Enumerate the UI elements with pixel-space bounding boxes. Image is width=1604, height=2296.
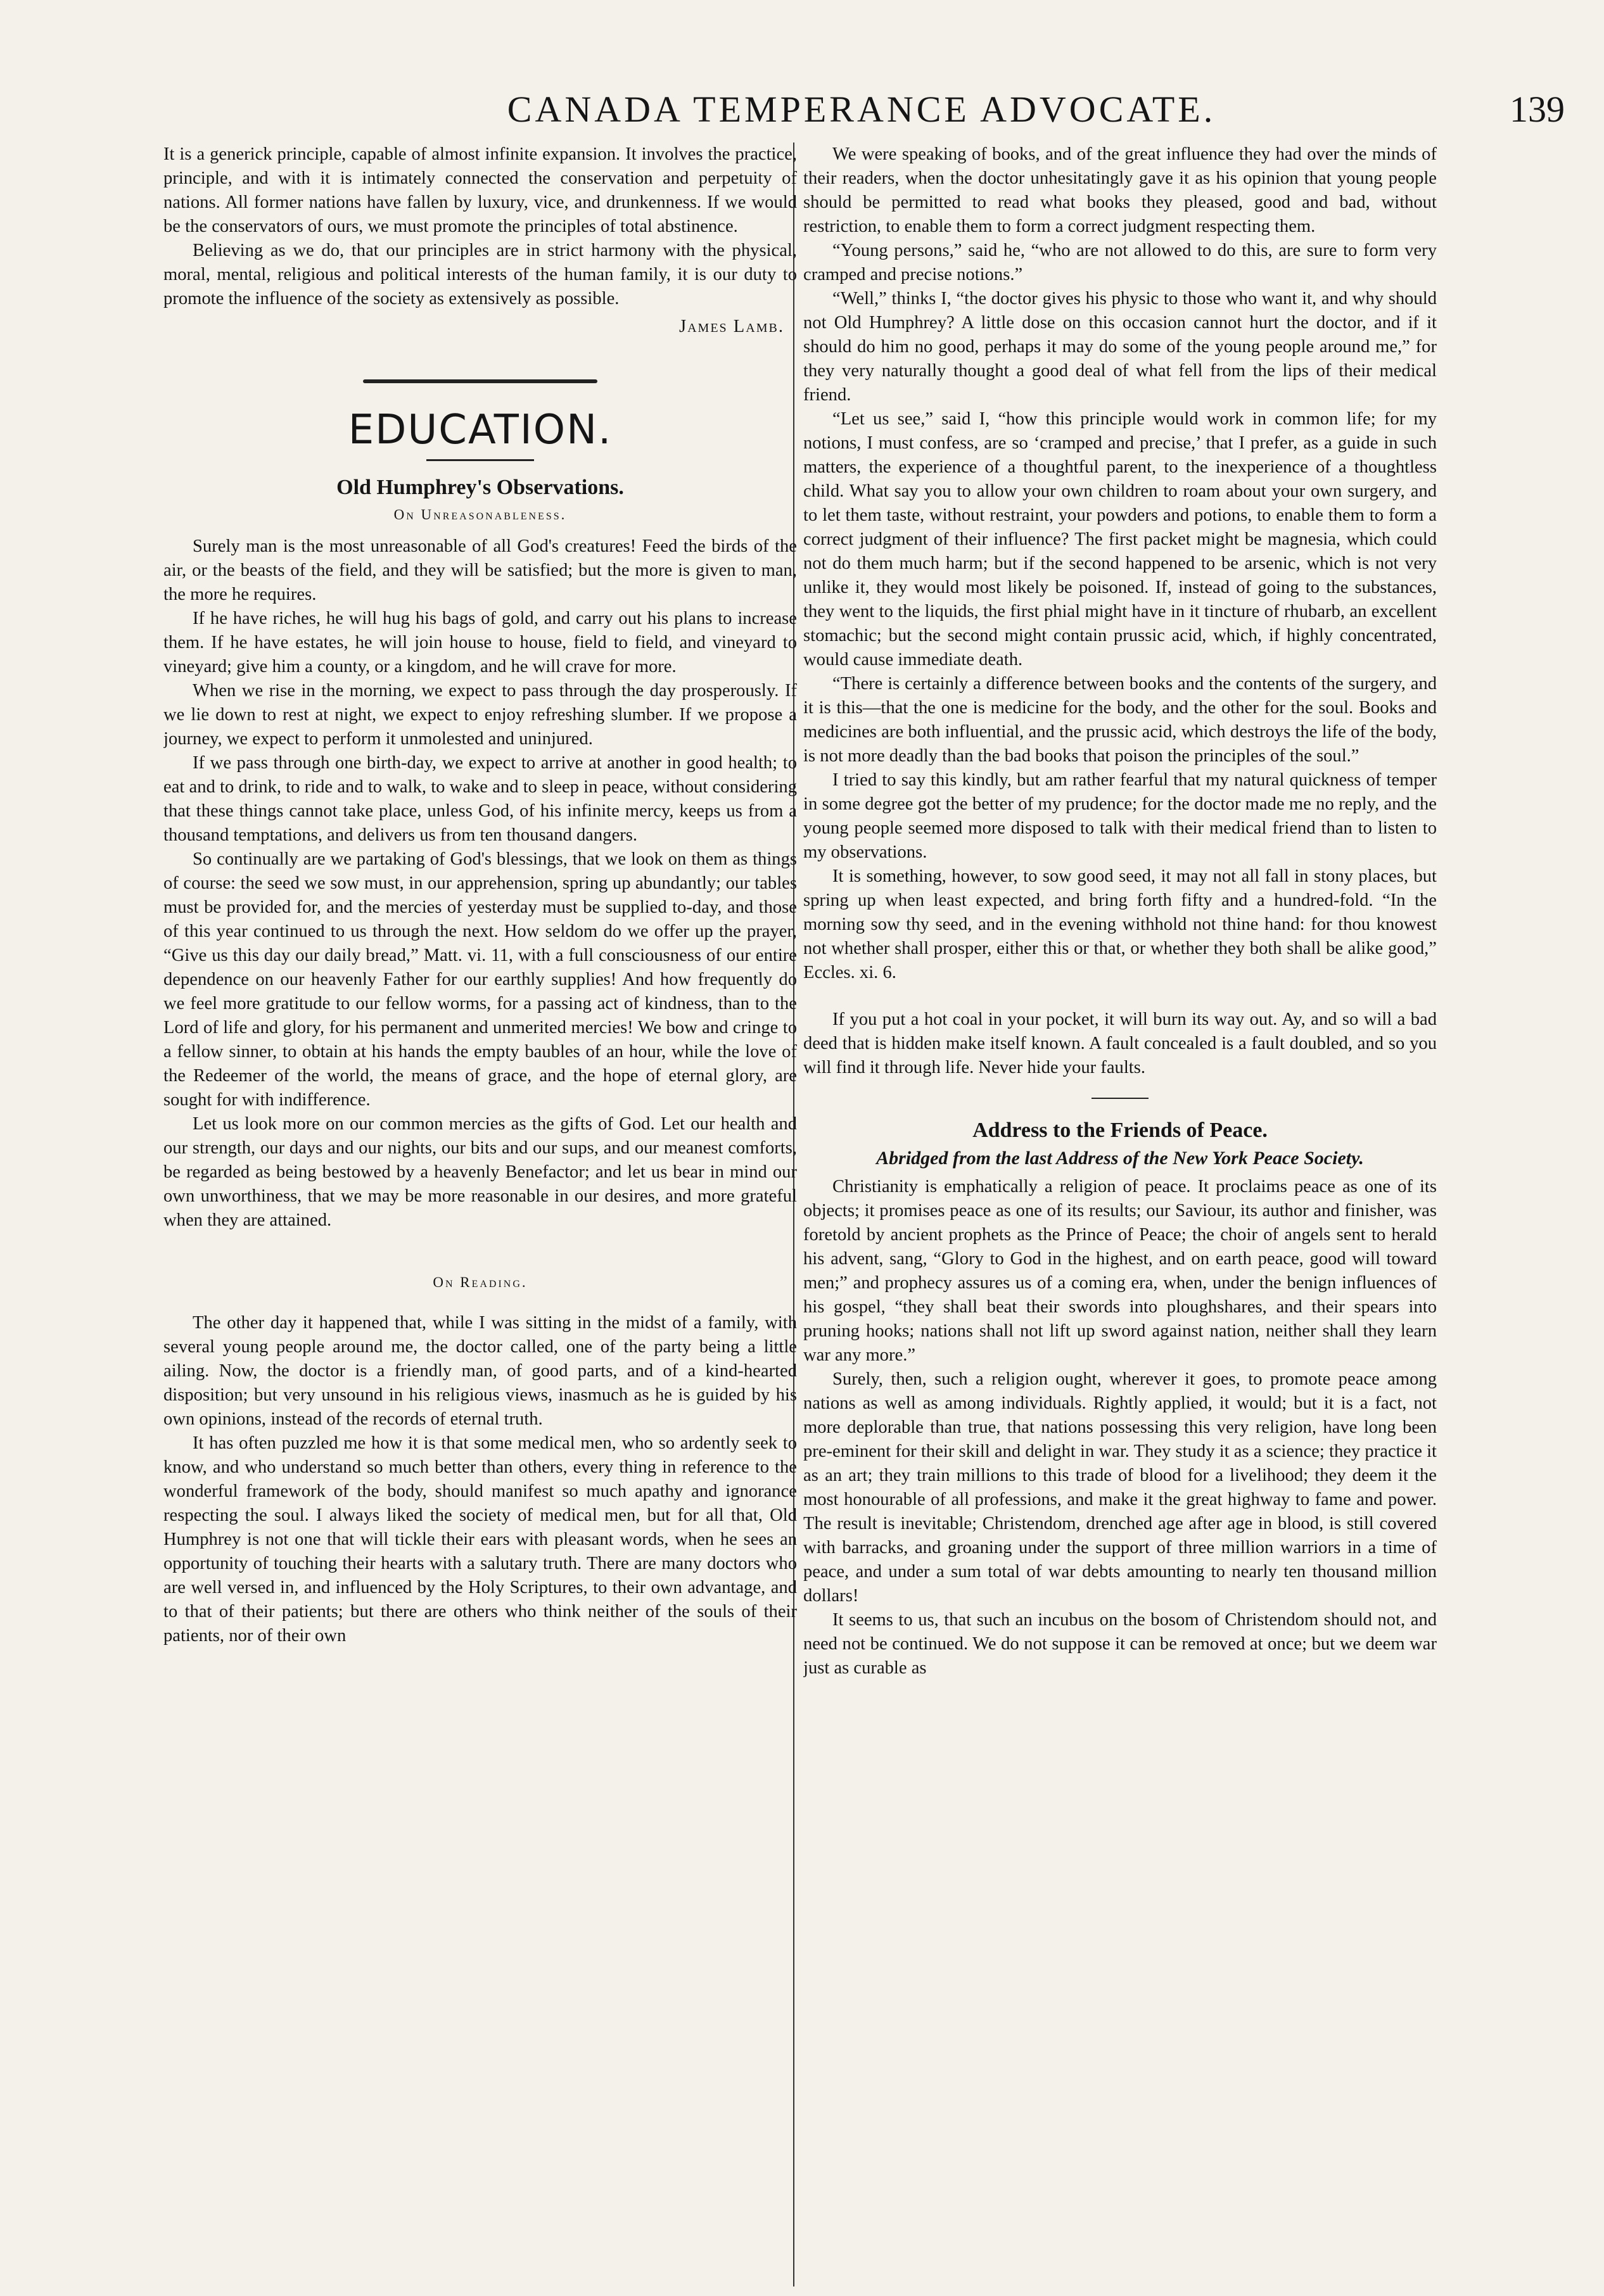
paragraph: “Well,” thinks I, “the doctor gives his physic to those who want it, and why should not Old Humphrey? A little dose on this occasion cannot hurt the doctor, and if it should do him no good, perhaps it may do some of the young people around me,” for they very naturally thought a good deal of what fell from the lips of their medical friend. xyxy=(803,289,1437,405)
paragraph: It is something, however, to sow good seed, it may not all fall in stony places, but spring up when least expected, and bring forth fifty and a hundred-fold. “In the morning sow thy seed, and in the evening withhold not thine hand: for thou knowest not whether shall prosper, either this or that, or whether they both shall be alike good,” Eccles. xi. 6. xyxy=(803,866,1437,982)
section-divider xyxy=(363,379,597,383)
hot-coal-paragraph: If you put a hot coal in your pocket, it will burn its way out. Ay, and so will a bad deed that is hidden make itself known. A fault concealed is a fault doubled, and so you will find it through life. Never hide your faults. xyxy=(803,1010,1437,1077)
paragraph: It has often puzzled me how it is that some medical men, who so ardently seek to know, and who understand so much better than others, every thing in reference to the wonderful framework of the body, should manifest so much apathy and ignorance respecting the soul. I always liked the society of medical men, but for all that, Old Humphrey is not one that will tickle their ears with pleasant words, when he sees an opportunity of touching their hearts with a salutary truth. There are many doctors who are well versed in, and influenced by the Holy Scriptures, to their own advantage, and to that of their patients; but there are others who think neither of the souls of their patients, nor of their own xyxy=(163,1433,797,1646)
paragraph: I tried to say this kindly, but am rather fearful that my natural quickness of temper in some degree got the better of my prudence; for the doctor made me no reply, and the young people seemed more disposed to talk with their medical friend than to listen to my observations. xyxy=(803,770,1437,862)
paragraph: We were speaking of books, and of the great influence they had over the minds of their readers, when the doctor unhesitatingly gave it as his opinion that young people should be permitted to read what books they pleased, good and bad, without restriction, to enable them to form a correct judgment respecting them. xyxy=(803,144,1437,236)
paragraph: So continually are we partaking of God's blessings, that we look on them as things of course: the seed we sow must, in our apprehension, spring up abundantly; our tables must be provided for, and the mercies of yesterday must be supplied to-day, and those of this year continued to us through the next. How seldom do we offer up the prayer, “Give us this day our daily bread,” Matt. vi. 11, with a full consciousness of our entire dependence on our heavenly Father for our earthly supplies! And how frequently do we feel more gratitude to our fellow worms, for a passing act of kindness, than to the Lord of life and glory, for his permanent and unmerited mercies! We bow and cringe to a fellow sinner, to obtain at his hands the empty baubles of an hour, while the love of the Redeemer of the world, the means of grace, and the hope of eternal glory, are sought for with indifference. xyxy=(163,849,797,1110)
section-divider xyxy=(1092,1098,1149,1099)
paragraph: Let us look more on our common mercies as the gifts of God. Let our health and our strength, our days and our nights, our bits and our sups, and our meanest comforts, be regarded as being bestowed by a heavenly Benefactor; and let us bear in mind our own unworthiness, that we may be more reasonable in our desires, and more grateful when they are attained. xyxy=(163,1114,797,1230)
page-number: 139 xyxy=(1510,89,1565,130)
paragraph: Christianity is emphatically a religion of peace. It proclaims peace as one of its objects; it promises peace as one of its results; our Saviour, its author and finisher, was foretold by ancient prophets as the Prince of Peace; the choir of angels sent to herald his advent, sang, “Glory to God in the highest, and on earth peace, good will toward men;” and prophecy assures us of a coming era, when, under the benign influences of his gospel, “they shall beat their swords into ploughshares, and their spears into pruning hooks; nations shall not lift up sword against nation, neither shall they learn war any more.” xyxy=(803,1177,1437,1365)
author-signature: James Lamb. xyxy=(678,317,784,336)
paragraph: The other day it happened that, while I was sitting in the midst of a family, with several young people around me, the doctor called, one of the party being a little ailing. Now, the doctor is a friendly man, of good parts, and of a kind-hearted disposition; but very unsound in his religious views, inasmuch as he is guided by his own opinions, instead of the records of eternal truth. xyxy=(163,1313,797,1429)
page-header xyxy=(158,81,1565,138)
paragraph: “Young persons,” said he, “who are not allowed to do this, are sure to form very cramped and precise notions.” xyxy=(803,241,1437,284)
paragraph: It seems to us, that such an incubus on the bosom of Christendom should not, and need not be continued. We do not suppose it can be removed at once; but we deem war just as curable as xyxy=(803,1610,1437,1678)
paragraph: “Let us see,” said I, “how this principle would work in common life; for my notions, I must confess, are so ‘cramped and precise,’ that I prefer, as a guide in such matters, the experience of a thoughtful parent, to the inexperience of a thoughtless child. What say you to allow your own children to roam about your own surgery, and to let them taste, without restraint, your powders and potions, to enable them to form a correct judgment of their influence? The first packet might be magnesia, which could not do them much harm; but if the second happened to be arsenic, which is not very unlike it, they would most likely be poisoned. If, instead of going to the substances, they went to the liquids, the first phial might have in it tincture of rhubarb, an excellent stomachic; but the second might contain prussic acid, which, if highly concentrated, would cause immediate death. xyxy=(803,409,1437,669)
paragraph: When we rise in the morning, we expect to pass through the day prosperously. If we lie down to rest at night, we expect to enjoy refreshing slumber. If we propose a journey, we expect to perform it unmolested and uninjured. xyxy=(163,681,797,749)
right-column xyxy=(803,143,1437,2290)
paragraph: Surely, then, such a religion ought, wherever it goes, to promote peace among nations as well as among individuals. Rightly applied, it would; but it is a fact, not more deplorable than true, that nations possessing this very religion, have long been pre-eminent for their skill and delight in war. They study it as a science; they practice it as an art; they train millions to this trade of blood for a livelihood; they deem it the most honourable of all professions, and make it the great highway to fame and power. The result is inevitable; Christendom, drenched age after age in blood, is still covered with barracks, and groaning under the support of three million warriors in a time of peace, and under a sum total of war debts amounting to nearly ten thousand million dollars! xyxy=(803,1369,1437,1606)
reading-subhead: On Reading. xyxy=(433,1274,528,1290)
article-subhead: On Unreasonableness. xyxy=(393,507,567,523)
paragraph: Believing as we do, that our principles are in strict harmony with the physical, moral, mental, religious and political interests of the human family, it is our duty to promote the influence of the society as extensively as possible. xyxy=(163,241,797,308)
left-column xyxy=(163,143,797,2290)
paragraph: “There is certainly a difference between books and the contents of the surgery, and it is this—that the one is medicine for the body, and the other for the soul. Books and medicines are both influential, and the prussic acid, which destroys the life of the body, is not more deadly than the bad books that poison the principles of the soul.” xyxy=(803,674,1437,766)
paragraph: Surely man is the most unreasonable of all God's creatures! Feed the birds of the air, or the beasts of the field, and they will be satisfied; but the more is given to man, the more he requires. xyxy=(163,536,797,604)
peace-article-deck: Abridged from the last Address of the New York Peace Society. xyxy=(876,1148,1364,1169)
paragraph: If we pass through one birth-day, we expect to arrive at another in good health; to eat and to drink, to ride and to walk, to wake and to sleep in peace, without considering that these things cannot take place, unless God, of his infinite mercy, keeps us from a thousand temptations, and delivers us from ten thousand dangers. xyxy=(163,753,797,845)
paragraph: If he have riches, he will hug his bags of gold, and carry out his plans to increase them. If he have estates, he will join house to house, field to field, and vineyard to vineyard; give him a county, or a kingdom, and he will crave for more. xyxy=(163,609,797,676)
peace-article-title: Address to the Friends of Peace. xyxy=(972,1119,1268,1142)
article-title: Old Humphrey's Observations. xyxy=(336,476,624,499)
running-title: CANADA TEMPERANCE ADVOCATE. xyxy=(507,89,1216,130)
ornament-rule xyxy=(426,459,534,461)
paragraph: It is a generick principle, capable of almost infinite expansion. It involves the practice, principle, and with it is intimately connected the conservation and perpetuity of nations. All former nations have fallen by luxury, vice, and drunkenness. If we would be the conservators of ours, we must promote the principles of total abstinence. xyxy=(163,144,797,236)
spacer xyxy=(803,985,1437,1008)
section-title: EDUCATION. xyxy=(348,407,613,453)
